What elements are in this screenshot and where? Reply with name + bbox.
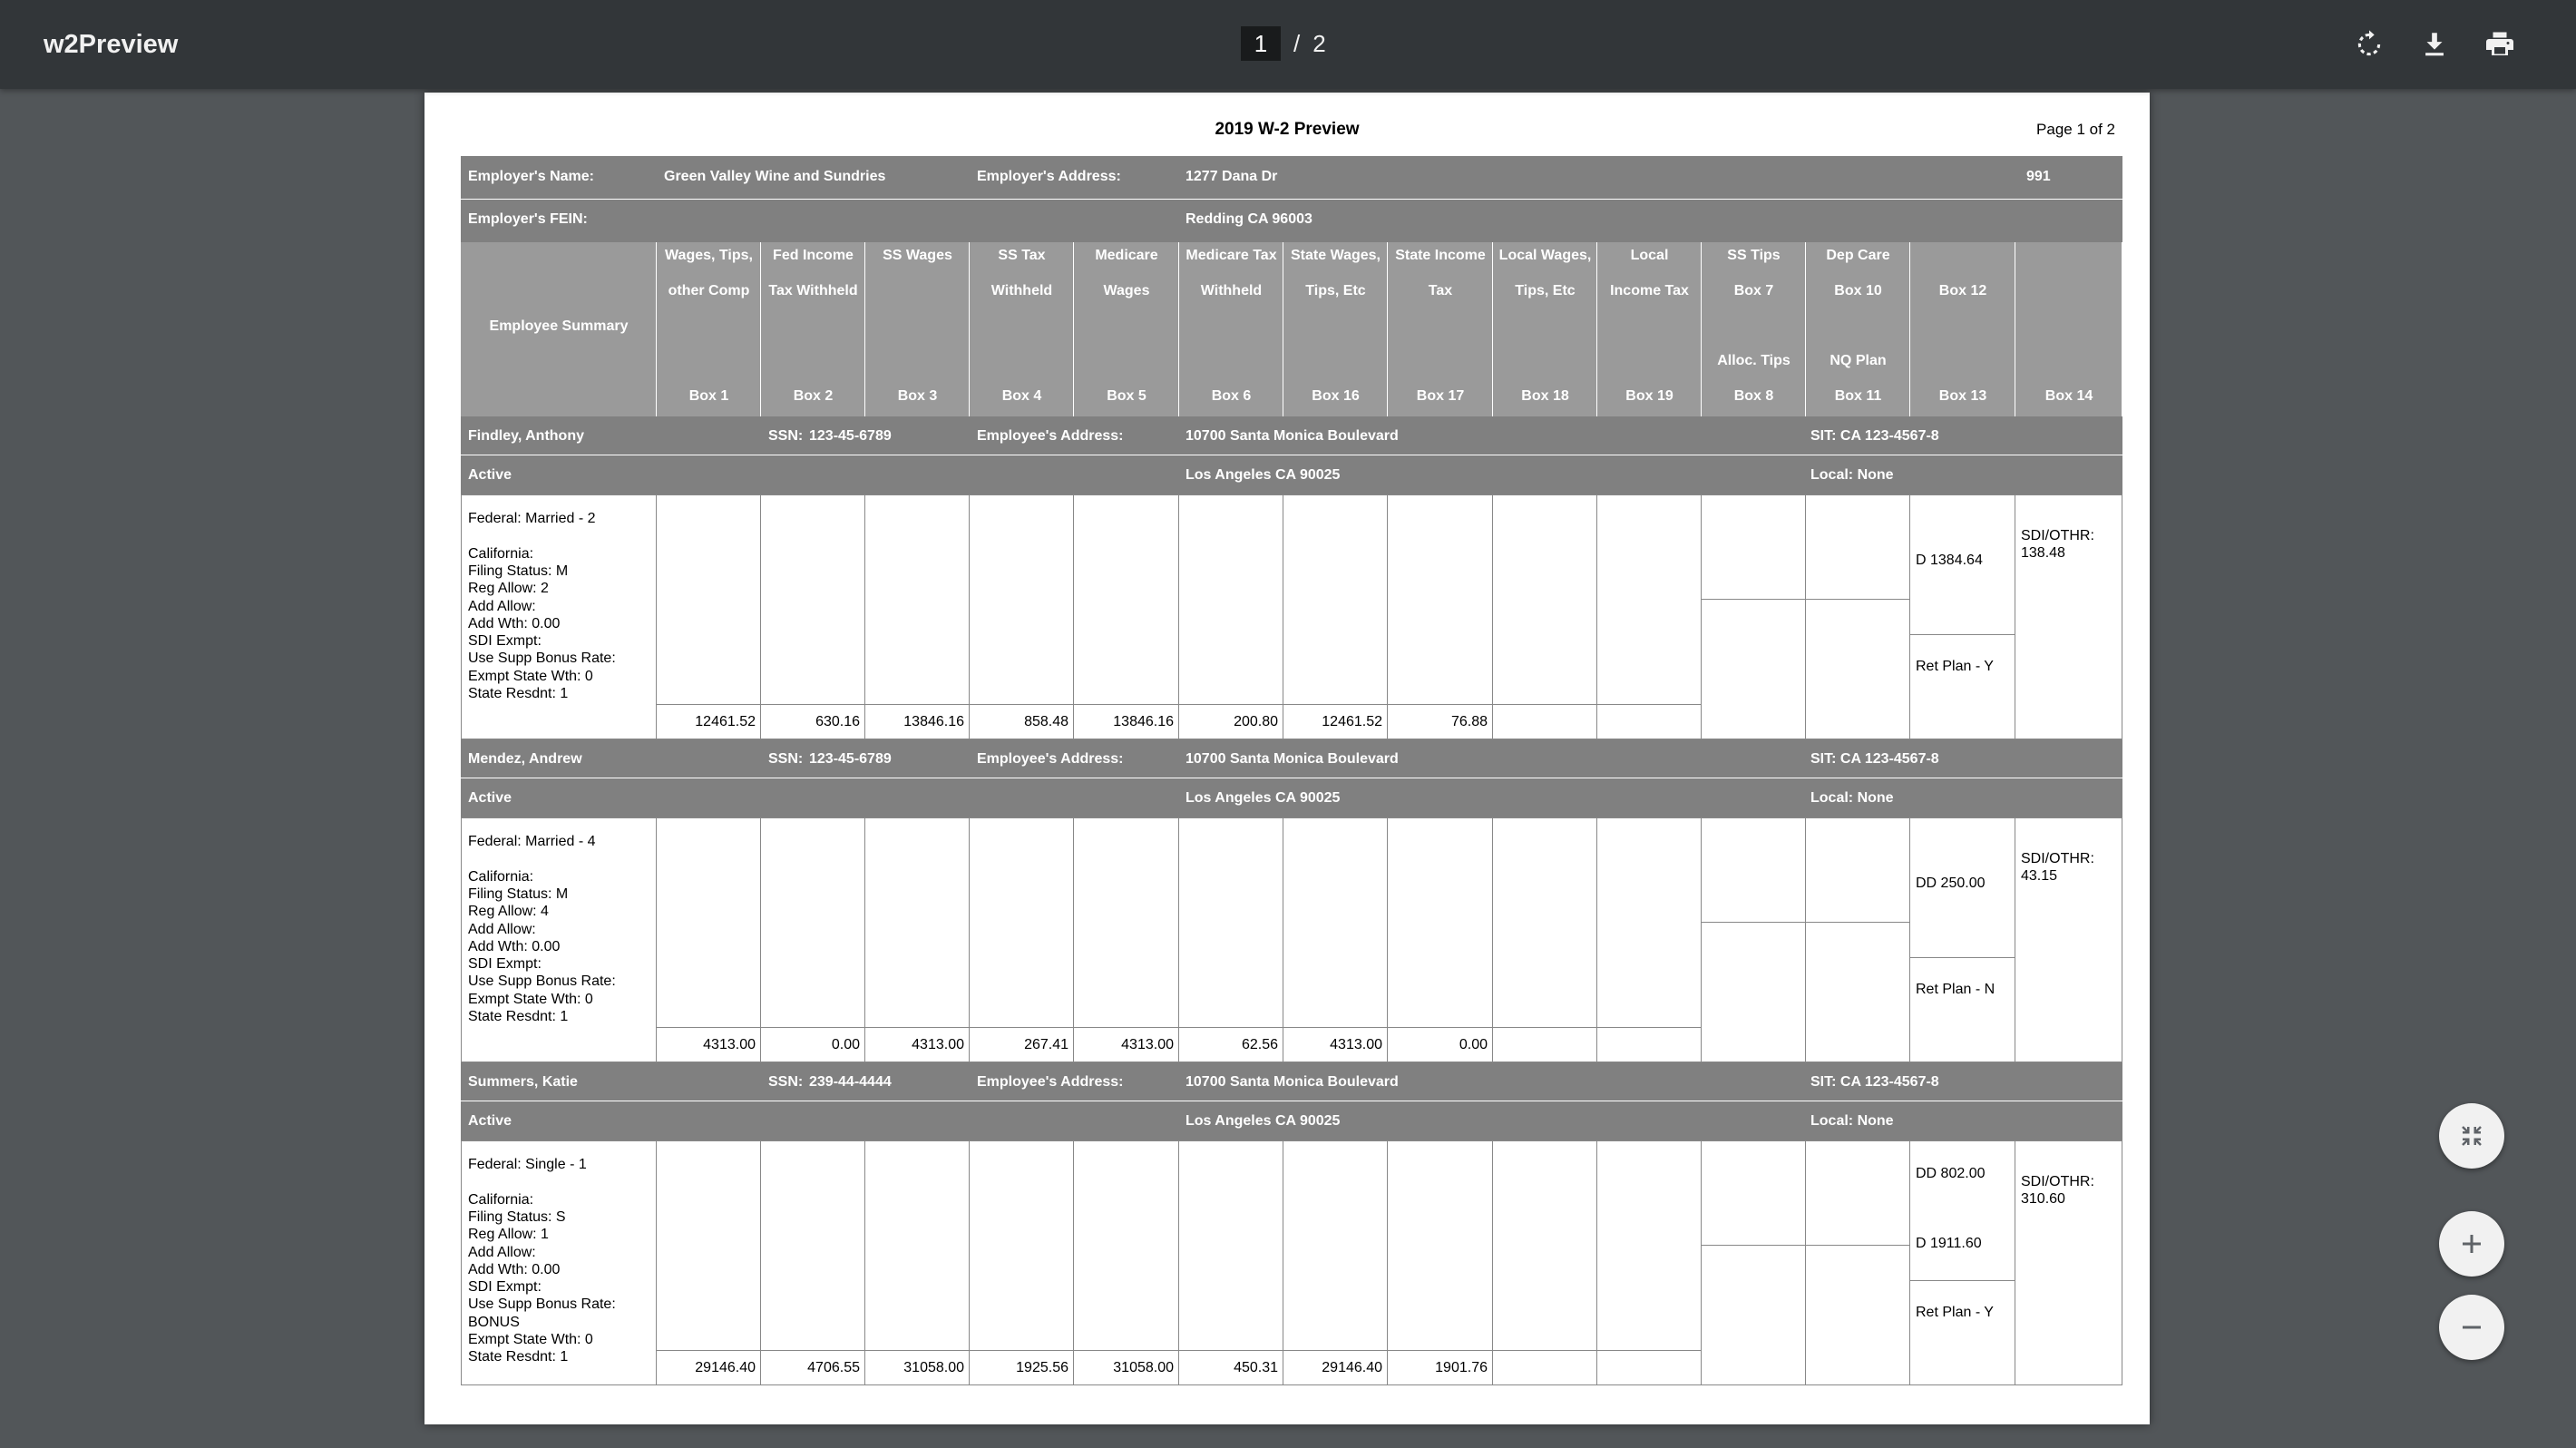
employee-detail-line: SDI Exmpt: <box>468 633 542 650</box>
employee-address-line1: 10700 Santa Monica Boulevard <box>1186 751 1399 767</box>
amount-space <box>1387 1140 1493 1351</box>
page-separator: / <box>1293 29 1301 57</box>
box13-cell <box>1909 1280 2015 1385</box>
amount-space <box>1178 494 1283 705</box>
column-header-line1: Local <box>1630 248 1669 263</box>
download-icon <box>2419 29 2450 60</box>
amount-space <box>1596 1140 1702 1351</box>
amount-space <box>1492 494 1597 705</box>
employee-detail-line: Federal: Married - 4 <box>468 834 596 849</box>
column-header-line1: Local Wages, <box>1498 248 1592 263</box>
column-header-box: Box 16 <box>1312 388 1360 404</box>
employee-sit: SIT: CA 123-4567-8 <box>1810 1074 1939 1090</box>
tips-cell <box>1805 599 1910 739</box>
amount-space <box>864 817 970 1028</box>
employee-status: Active <box>468 467 512 483</box>
box12-code: DD 250.00 <box>1916 876 1986 891</box>
toolbar <box>0 0 2576 89</box>
ssn-label: SSN: <box>768 428 804 444</box>
tips-cell <box>1701 817 1806 923</box>
ssn-label: SSN: <box>768 1074 804 1090</box>
employee-detail-line: SDI Exmpt: <box>468 956 542 973</box>
employee-ssn: 123-45-6789 <box>809 428 892 444</box>
employee-detail-line: California: <box>468 868 534 885</box>
amount-space <box>1283 494 1388 705</box>
employee-detail-line: Reg Allow: 2 <box>468 581 549 597</box>
amount-value: 0.00 <box>831 1037 860 1052</box>
tips-cell <box>1701 599 1806 739</box>
employee-detail-line: Exmpt State Wth: 0 <box>468 991 593 1007</box>
employee-detail-line: Use Supp Bonus Rate: <box>468 973 616 990</box>
column-header-box: Box 11 <box>1834 388 1882 404</box>
ssn-label: SSN: <box>768 751 804 767</box>
employee-status: Active <box>468 790 512 806</box>
amount-value: 12461.52 <box>1322 714 1382 729</box>
amount-cell <box>1596 1350 1702 1385</box>
amount-cell <box>1492 704 1597 739</box>
amount-space <box>1387 817 1493 1028</box>
print-button[interactable] <box>2478 23 2522 66</box>
employee-detail-line: BONUS <box>468 1314 520 1330</box>
employee-name: Mendez, Andrew <box>468 751 582 767</box>
column-header-box: Box 1 <box>688 388 729 404</box>
tips-cell <box>1805 817 1910 923</box>
column-header-box: Box 8 <box>1733 388 1774 404</box>
amount-cell <box>1596 704 1702 739</box>
amount-space <box>1178 817 1283 1028</box>
amount-value: 4706.55 <box>807 1360 860 1375</box>
amount-space <box>1387 494 1493 705</box>
page-navigator <box>1241 25 1326 62</box>
amount-value: 4313.00 <box>912 1037 964 1052</box>
tips-cell <box>1805 1140 1910 1246</box>
tips-cell <box>1701 494 1806 600</box>
employee-detail-line: Use Supp Bonus Rate: <box>468 651 616 667</box>
column-header-line1: SS Tax <box>998 248 1046 263</box>
employer-name: Green Valley Wine and Sundries <box>664 169 886 184</box>
employee-detail-line: Add Wth: 0.00 <box>468 615 561 631</box>
employee-detail-line: State Resdnt: 1 <box>468 686 569 701</box>
column-header-line2: Withheld <box>990 283 1053 298</box>
tips-cell <box>1805 1245 1910 1385</box>
amount-value: 29146.40 <box>695 1360 756 1375</box>
employee-ssn: 239-44-4444 <box>809 1074 892 1090</box>
column-header-line2: other Comp <box>668 283 750 298</box>
amount-space <box>1492 1140 1597 1351</box>
employee-address-line1: 10700 Santa Monica Boulevard <box>1186 1074 1399 1090</box>
column-header-line1: State Income <box>1395 248 1486 263</box>
box12-code: DD 802.00 <box>1916 1166 1986 1181</box>
employee-address-label: Employee's Address: <box>977 1074 1124 1090</box>
employee-detail-line: California: <box>468 1191 534 1208</box>
amount-space <box>969 817 1074 1028</box>
tips-cell <box>1701 922 1806 1062</box>
column-header-box: Box 5 <box>1107 388 1147 404</box>
employee-detail-line: Add Allow: <box>468 921 536 937</box>
employee-detail-line: Filing Status: S <box>468 1208 566 1225</box>
employee-detail-line: Add Allow: <box>468 1244 536 1260</box>
amount-space <box>760 494 865 705</box>
fit-to-page-icon <box>2458 1122 2485 1150</box>
employer-address-line1: 1277 Dana Dr <box>1186 169 1278 184</box>
employee-detail-line: Use Supp Bonus Rate: <box>468 1296 616 1313</box>
column-header-line2: Withheld <box>1200 283 1263 298</box>
column-header-box: Box 13 <box>1938 388 1987 404</box>
tips-cell <box>1805 494 1910 600</box>
employee-local: Local: None <box>1810 1113 1894 1129</box>
employee-detail-line: Exmpt State Wth: 0 <box>468 668 593 684</box>
employee-detail-line: Exmpt State Wth: 0 <box>468 1332 593 1347</box>
box14-label: SDI/OTHR: <box>2021 851 2094 866</box>
amount-value: 13846.16 <box>1113 714 1174 729</box>
column-header-line2: Tips, Etc <box>1515 283 1576 298</box>
employer-name-label: Employer's Name: <box>468 169 594 184</box>
box13-cell <box>1909 634 2015 739</box>
column-header-line1: Dep Care <box>1826 248 1890 263</box>
tips-cell <box>1701 1140 1806 1246</box>
box12-code: D 1911.60 <box>1916 1236 1982 1251</box>
column-header-box: Box 17 <box>1416 388 1465 404</box>
amount-space <box>864 494 970 705</box>
column-header-box: Box 6 <box>1211 388 1252 404</box>
column-header-line2: Tax Withheld <box>768 283 858 298</box>
amount-value: 13846.16 <box>903 714 964 729</box>
amount-value: 0.00 <box>1459 1037 1488 1052</box>
amount-space <box>864 1140 970 1351</box>
employee-local: Local: None <box>1810 467 1894 483</box>
box12-code: D 1384.64 <box>1916 553 1983 568</box>
box14-value: 310.60 <box>2021 1191 2065 1207</box>
amount-space <box>656 1140 761 1351</box>
column-header-box: Box 19 <box>1625 388 1673 404</box>
column-header-box: Box 14 <box>2044 388 2093 404</box>
column-header-line1: Medicare <box>1095 248 1158 263</box>
employee-detail-line: Add Wth: 0.00 <box>468 938 561 954</box>
employee-detail-line: State Resdnt: 1 <box>468 1009 569 1024</box>
fit-to-page-button[interactable] <box>2439 1103 2504 1169</box>
amount-cell <box>1596 1027 1702 1062</box>
employee-sit: SIT: CA 123-4567-8 <box>1810 428 1939 444</box>
employee-address-line2: Los Angeles CA 90025 <box>1186 1113 1341 1129</box>
employer-fein-label: Employer's FEIN: <box>468 211 588 227</box>
amount-value: 1901.76 <box>1435 1360 1488 1375</box>
app-title: w2Preview <box>44 30 179 59</box>
amount-space <box>1596 817 1702 1028</box>
box14-label: SDI/OTHR: <box>2021 528 2094 543</box>
column-header-line3: NQ Plan <box>1830 353 1887 368</box>
column-header-line2: Tax <box>1428 283 1453 298</box>
employee-detail-line: SDI Exmpt: <box>468 1279 542 1296</box>
amount-value: 4313.00 <box>703 1037 756 1052</box>
document-title: 2019 W-2 Preview <box>1215 120 1360 139</box>
amount-value: 12461.52 <box>695 714 756 729</box>
amount-value: 267.41 <box>1024 1037 1068 1052</box>
zoom-in-icon <box>2458 1230 2485 1257</box>
box13-retirement-plan: Ret Plan - Y <box>1916 659 1994 674</box>
employee-detail-line: Add Wth: 0.00 <box>468 1261 561 1277</box>
employee-name: Findley, Anthony <box>468 428 584 444</box>
column-header-line2: Box 10 <box>1834 283 1882 298</box>
employee-detail-line: Federal: Single - 1 <box>468 1157 587 1172</box>
page-indicator: Page 1 of 2 <box>2036 121 2115 138</box>
employee-detail-line: Filing Status: M <box>468 563 569 579</box>
amount-cell <box>1492 1027 1597 1062</box>
amount-value: 62.56 <box>1241 1037 1278 1052</box>
column-header-line3: Alloc. Tips <box>1717 353 1791 368</box>
column-header-line1: SS Wages <box>883 248 952 263</box>
employee-detail-line: Add Allow: <box>468 598 536 614</box>
column-header-line1: Medicare Tax <box>1186 248 1277 263</box>
employee-detail-line: Filing Status: M <box>468 885 569 902</box>
amount-value: 76.88 <box>1450 714 1488 729</box>
column-header-box: Box 3 <box>897 388 938 404</box>
amount-space <box>760 817 865 1028</box>
rotate-button[interactable] <box>2347 23 2391 66</box>
zoom-out-button[interactable] <box>2439 1295 2504 1360</box>
box14-value: 43.15 <box>2021 868 2058 884</box>
column-header-line2: Box 7 <box>1733 283 1774 298</box>
amount-value: 200.80 <box>1234 714 1278 729</box>
employee-local: Local: None <box>1810 790 1894 806</box>
column-header-box: Box 2 <box>793 388 834 404</box>
amount-value: 29146.40 <box>1322 1360 1382 1375</box>
amount-value: 630.16 <box>815 714 860 729</box>
box13-retirement-plan: Ret Plan - Y <box>1916 1305 1994 1320</box>
amount-space <box>1073 817 1179 1028</box>
employee-address-line1: 10700 Santa Monica Boulevard <box>1186 428 1399 444</box>
page-total: 2 <box>1312 29 1326 57</box>
employee-name: Summers, Katie <box>468 1074 578 1090</box>
print-icon <box>2483 28 2516 61</box>
document-page <box>424 93 2150 1424</box>
tips-cell <box>1805 922 1910 1062</box>
employee-address-label: Employee's Address: <box>977 428 1124 444</box>
employee-detail-line: Reg Allow: 4 <box>468 904 549 920</box>
rotate-icon <box>2354 29 2385 60</box>
amount-space <box>1073 1140 1179 1351</box>
amount-value: 31058.00 <box>903 1360 964 1375</box>
download-button[interactable] <box>2413 23 2456 66</box>
column-header-line1: State Wages, <box>1291 248 1381 263</box>
employee-detail-line: California: <box>468 545 534 562</box>
employee-sit: SIT: CA 123-4567-8 <box>1810 751 1939 767</box>
box13-cell <box>1909 957 2015 1062</box>
employee-detail-line: State Resdnt: 1 <box>468 1349 569 1365</box>
column-header-line2: Box 12 <box>1938 283 1987 298</box>
employee-address-line2: Los Angeles CA 90025 <box>1186 467 1341 483</box>
amount-space <box>969 1140 1074 1351</box>
box12-cell <box>1909 1140 2015 1281</box>
column-header-line2: Income Tax <box>1610 283 1689 298</box>
amount-space <box>656 817 761 1028</box>
column-header-line1: SS Tips <box>1727 248 1781 263</box>
box13-retirement-plan: Ret Plan - N <box>1916 982 1995 997</box>
amount-space <box>1178 1140 1283 1351</box>
column-header-line1: Wages, Tips, <box>665 248 753 263</box>
amount-value: 4313.00 <box>1121 1037 1174 1052</box>
amount-cell <box>1492 1350 1597 1385</box>
amount-space <box>1283 1140 1388 1351</box>
column-header-line2: Wages <box>1103 283 1150 298</box>
page-number-input[interactable] <box>1241 26 1281 61</box>
employee-address-label: Employee's Address: <box>977 751 1124 767</box>
zoom-out-icon <box>2458 1314 2485 1341</box>
employee-status: Active <box>468 1113 512 1129</box>
amount-space <box>656 494 761 705</box>
tips-cell <box>1701 1245 1806 1385</box>
amount-value: 858.48 <box>1024 714 1068 729</box>
amount-value: 1925.56 <box>1016 1360 1068 1375</box>
amount-space <box>1596 494 1702 705</box>
amount-value: 31058.00 <box>1113 1360 1174 1375</box>
amount-value: 4313.00 <box>1330 1037 1382 1052</box>
employee-detail-line: Reg Allow: 1 <box>468 1227 549 1243</box>
column-header-line1: Fed Income <box>773 248 854 263</box>
column-header-box: Box 18 <box>1521 388 1569 404</box>
w2-summary-table <box>461 156 2122 1386</box>
employee-ssn: 123-45-6789 <box>809 751 892 767</box>
amount-space <box>1492 817 1597 1028</box>
employer-address-label: Employer's Address: <box>977 169 1121 184</box>
amount-space <box>1073 494 1179 705</box>
box14-value: 138.48 <box>2021 545 2065 561</box>
box14-label: SDI/OTHR: <box>2021 1174 2094 1189</box>
amount-space <box>760 1140 865 1351</box>
employee-summary-label: Employee Summary <box>489 318 629 334</box>
employer-code: 991 <box>2026 169 2051 184</box>
amount-value: 450.31 <box>1234 1360 1278 1375</box>
column-header-box: Box 4 <box>1001 388 1042 404</box>
zoom-in-button[interactable] <box>2439 1211 2504 1277</box>
amount-space <box>969 494 1074 705</box>
employee-detail-line: Federal: Married - 2 <box>468 511 596 526</box>
employer-address-line2: Redding CA 96003 <box>1186 211 1312 227</box>
amount-space <box>1283 817 1388 1028</box>
employee-address-line2: Los Angeles CA 90025 <box>1186 790 1341 806</box>
column-header-line2: Tips, Etc <box>1305 283 1366 298</box>
